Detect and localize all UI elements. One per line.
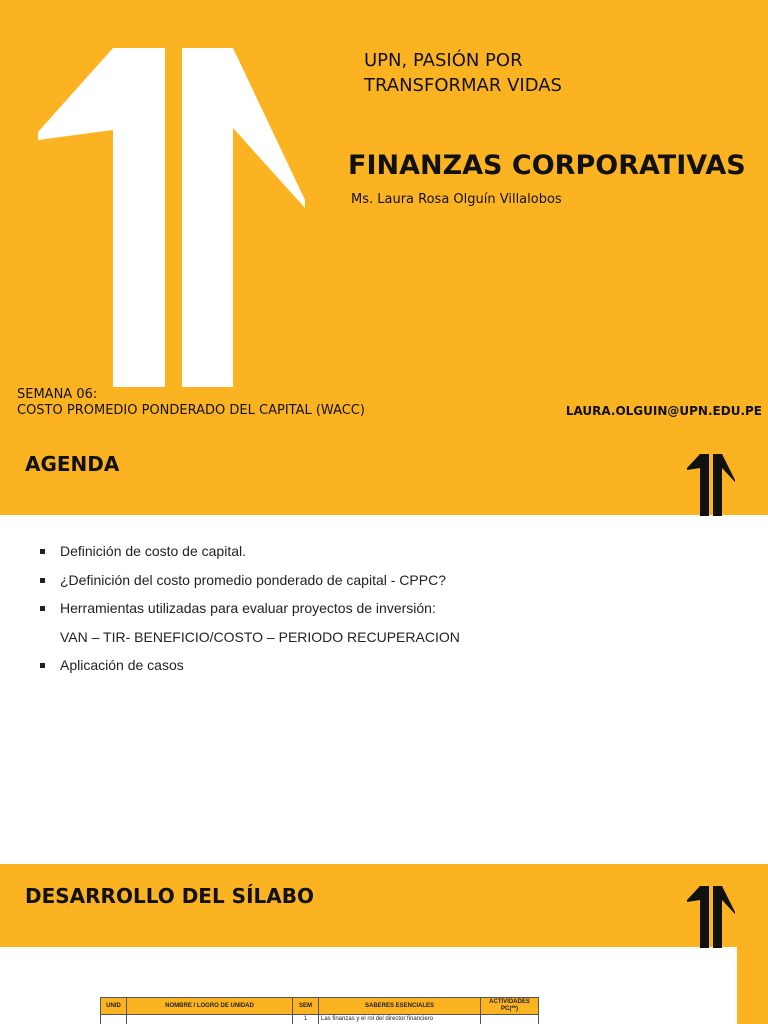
tagline-line-1: UPN, PASIÓN POR	[364, 50, 523, 71]
agenda-list	[40, 537, 460, 680]
list-item	[40, 537, 460, 566]
bullet-icon	[40, 549, 45, 554]
agenda-item-text: Herramientas utilizadas para evaluar proyectos de inversión:	[60, 600, 436, 616]
syllabus-title: DESARROLLO DEL SÍLABO	[25, 884, 314, 908]
bullet-icon	[40, 606, 45, 611]
column-header: ACTIVIDADES PC(**)	[481, 998, 539, 1015]
list-item-continuation	[40, 623, 460, 652]
teacher-name: Ms. Laura Rosa Olguín Villalobos	[351, 192, 562, 207]
upn-arrow-logo-icon	[30, 40, 310, 390]
table-row	[101, 1015, 539, 1024]
tagline-line-2: TRANSFORMAR VIDAS	[364, 75, 562, 96]
table-header-row	[101, 998, 539, 1015]
agenda-item-text: Definición de costo de capital.	[60, 543, 246, 559]
week-number: SEMANA 06:	[17, 387, 98, 402]
upn-small-logo-icon	[687, 454, 737, 516]
table-cell	[127, 1015, 293, 1024]
syllabus-table	[100, 997, 539, 1024]
table-cell	[481, 1015, 539, 1024]
syllabus-slide	[0, 864, 768, 1024]
column-header: SEM	[293, 998, 319, 1015]
list-item	[40, 594, 460, 623]
cover-slide	[0, 0, 768, 432]
agenda-item-text: VAN – TIR- BENEFICIO/COSTO – PERIODO RECUPERACION	[60, 628, 460, 645]
right-edge-accent	[737, 947, 768, 1024]
tagline	[364, 48, 562, 98]
syllabus-header-band	[0, 864, 768, 947]
agenda-title: AGENDA	[25, 452, 120, 476]
list-item	[40, 566, 460, 595]
column-header: NOMBRE / LOGRO DE UNIDAD	[127, 998, 293, 1015]
table-cell: Las finanzas y el rol del director financiero	[319, 1015, 481, 1024]
contact-email: LAURA.OLGUIN@UPN.EDU.PE	[565, 404, 762, 418]
upn-small-logo-icon	[687, 886, 737, 948]
column-header: SABERES ESENCIALES	[319, 998, 481, 1015]
bullet-icon	[40, 578, 45, 583]
week-topic: COSTO PROMEDIO PONDERADO DEL CAPITAL (WACC)	[17, 403, 365, 418]
column-header: UNID	[101, 998, 127, 1015]
list-item	[40, 651, 460, 680]
bullet-icon	[40, 663, 45, 668]
table-cell: 1	[293, 1015, 319, 1024]
week-info	[17, 387, 365, 419]
agenda-item-text: Aplicación de casos	[60, 657, 184, 673]
agenda-header-band	[0, 432, 768, 515]
agenda-item-text: ¿Definición del costo promedio ponderado de capital - CPPC?	[60, 571, 446, 588]
course-title: FINANZAS CORPORATIVAS	[348, 150, 746, 181]
agenda-slide	[0, 432, 768, 864]
table-cell	[101, 1015, 127, 1024]
